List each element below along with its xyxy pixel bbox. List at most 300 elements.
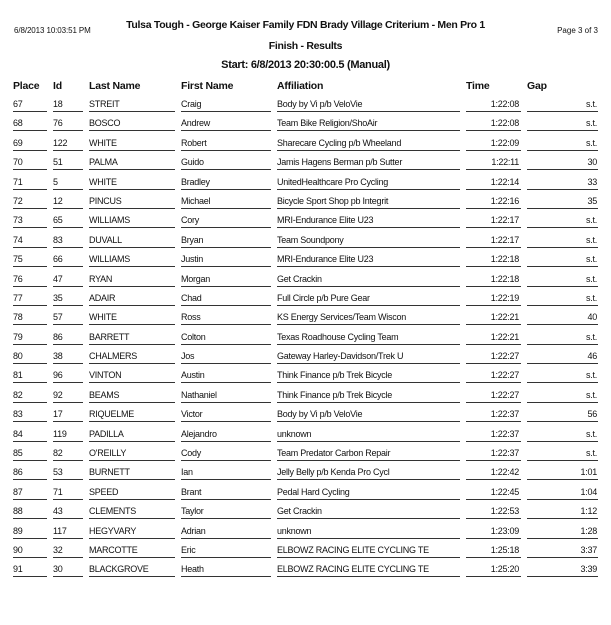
table-row: [0, 367, 611, 386]
cell-id: 35: [53, 292, 63, 303]
table-row: [0, 193, 611, 212]
cell-first: Guido: [181, 157, 204, 168]
row-underline: [466, 441, 521, 442]
cell-gap: 35: [587, 195, 597, 206]
row-underline: [89, 169, 175, 170]
row-underline: [89, 324, 175, 325]
row-underline: [277, 363, 460, 364]
cell-affiliation: Get Crackin: [277, 506, 322, 517]
row-underline: [466, 111, 521, 112]
cell-place: 67: [13, 99, 23, 109]
cell-gap: s.t.: [585, 370, 597, 381]
row-underline: [466, 557, 521, 558]
row-underline: [277, 576, 460, 577]
table-row: [0, 174, 611, 193]
row-underline: [181, 382, 271, 383]
cell-time: 1:22:18: [490, 273, 519, 284]
row-underline: [89, 305, 175, 306]
row-underline: [181, 344, 271, 345]
row-underline: [527, 557, 598, 558]
cell-place: 73: [13, 215, 23, 226]
row-underline: [527, 266, 598, 267]
cell-id: 38: [53, 351, 63, 362]
row-underline: [181, 169, 271, 170]
row-underline: [527, 538, 598, 539]
row-underline: [89, 479, 175, 480]
cell-gap: s.t.: [585, 292, 597, 303]
cell-id: 92: [53, 389, 63, 400]
cell-place: 82: [13, 389, 23, 400]
row-underline: [527, 479, 598, 480]
row-underline: [527, 382, 598, 383]
cell-affiliation: Sharecare Cycling p/b Wheeland: [277, 137, 402, 148]
row-underline: [277, 344, 460, 345]
cell-affiliation: Team Predator Carbon Repair: [277, 448, 391, 459]
cell-gap: s.t.: [585, 389, 597, 400]
row-underline: [13, 499, 47, 500]
cell-last: PADILLA: [89, 428, 124, 439]
cell-affiliation: UnitedHealthcare Pro Cycling: [277, 176, 389, 187]
cell-first: Brant: [181, 486, 202, 497]
cell-first: Morgan: [181, 273, 211, 284]
cell-time: 1:25:20: [490, 564, 519, 575]
row-underline: [277, 421, 460, 422]
row-underline: [277, 479, 460, 480]
row-underline: [181, 576, 271, 577]
cell-first: Bryan: [181, 234, 204, 245]
cell-affiliation: MRI-Endurance Elite U23: [277, 254, 374, 265]
start-time: Start: 6/8/2013 20:30:00.5 (Manual): [221, 59, 390, 71]
col-header-last-name: Last Name: [89, 80, 141, 92]
row-underline: [527, 576, 598, 577]
cell-first: Taylor: [181, 506, 204, 517]
cell-last: BOSCO: [89, 118, 121, 129]
table-row: [0, 290, 611, 309]
row-underline: [89, 227, 175, 228]
cell-affiliation: Full Circle p/b Pure Gear: [277, 292, 370, 303]
row-underline: [53, 344, 83, 345]
cell-time: 1:22:37: [490, 409, 519, 420]
row-underline: [53, 479, 83, 480]
row-underline: [181, 402, 271, 403]
table-row: [0, 271, 611, 290]
cell-time: 1:22:11: [491, 157, 519, 168]
cell-gap: 46: [587, 351, 597, 362]
cell-place: 86: [13, 467, 23, 478]
cell-affiliation: Think Finance p/b Trek Bicycle: [277, 370, 393, 381]
table-row: [0, 484, 611, 503]
cell-id: 17: [53, 409, 63, 420]
row-underline: [53, 499, 83, 500]
results-table: [0, 96, 611, 581]
row-underline: [13, 576, 47, 577]
cell-time: 1:22:27: [490, 370, 519, 381]
cell-affiliation: Jamis Hagens Berman p/b Sutter: [277, 157, 403, 168]
cell-last: PALMA: [89, 157, 118, 168]
row-underline: [89, 421, 175, 422]
cell-gap: s.t.: [585, 118, 597, 129]
row-underline: [277, 441, 460, 442]
row-underline: [53, 324, 83, 325]
table-row: [0, 406, 611, 425]
print-timestamp: 6/8/2013 10:03:51 PM: [14, 26, 91, 35]
cell-last: VINTON: [89, 370, 122, 381]
row-underline: [181, 538, 271, 539]
page-number: Page 3 of 3: [557, 26, 598, 35]
cell-time: 1:22:14: [490, 176, 519, 187]
cell-id: 43: [53, 506, 63, 517]
row-underline: [13, 421, 47, 422]
cell-last: CLEMENTS: [89, 506, 137, 517]
row-underline: [89, 382, 175, 383]
row-underline: [181, 227, 271, 228]
cell-last: BURNETT: [89, 467, 130, 478]
cell-affiliation: Team Soundpony: [277, 234, 344, 245]
cell-first: Heath: [181, 564, 204, 575]
table-row: [0, 251, 611, 270]
cell-gap: s.t.: [585, 215, 597, 226]
row-underline: [466, 363, 521, 364]
row-underline: [13, 208, 47, 209]
row-underline: [277, 111, 460, 112]
table-row: [0, 523, 611, 542]
cell-last: CHALMERS: [89, 351, 138, 362]
cell-affiliation: MRI-Endurance Elite U23: [277, 215, 374, 226]
row-underline: [181, 324, 271, 325]
row-underline: [53, 266, 83, 267]
row-underline: [466, 150, 521, 151]
cell-id: 12: [53, 195, 63, 206]
cell-place: 81: [13, 370, 23, 381]
cell-time: 1:22:18: [490, 254, 519, 265]
row-underline: [466, 169, 521, 170]
row-underline: [466, 266, 521, 267]
cell-time: 1:22:53: [490, 506, 519, 517]
cell-place: 79: [13, 331, 23, 342]
row-underline: [466, 518, 521, 519]
cell-last: BARRETT: [89, 331, 130, 342]
cell-gap: s.t.: [585, 254, 597, 265]
row-underline: [53, 169, 83, 170]
row-underline: [89, 557, 175, 558]
cell-place: 80: [13, 351, 23, 362]
row-underline: [277, 518, 460, 519]
row-underline: [277, 499, 460, 500]
col-header-affiliation: Affiliation: [277, 80, 324, 92]
row-underline: [277, 169, 460, 170]
cell-gap: s.t.: [585, 137, 597, 148]
row-underline: [181, 363, 271, 364]
row-underline: [89, 441, 175, 442]
row-underline: [466, 538, 521, 539]
cell-place: 76: [13, 273, 23, 284]
cell-gap: 1:28: [580, 525, 597, 536]
row-underline: [277, 382, 460, 383]
cell-first: Victor: [181, 409, 203, 420]
cell-place: 90: [13, 544, 23, 555]
cell-last: SPEED: [89, 486, 119, 497]
cell-first: Eric: [181, 544, 196, 555]
cell-place: 72: [13, 195, 23, 206]
cell-first: Ian: [181, 467, 193, 478]
cell-place: 85: [13, 448, 23, 459]
row-underline: [89, 150, 175, 151]
cell-time: 1:22:27: [490, 351, 519, 362]
row-underline: [89, 286, 175, 287]
row-underline: [277, 460, 460, 461]
row-underline: [53, 247, 83, 248]
row-underline: [89, 266, 175, 267]
cell-gap: s.t.: [585, 331, 597, 342]
row-underline: [527, 286, 598, 287]
cell-gap: s.t.: [585, 448, 597, 459]
row-underline: [89, 208, 175, 209]
row-underline: [13, 538, 47, 539]
row-underline: [89, 344, 175, 345]
cell-place: 87: [13, 486, 23, 497]
row-underline: [53, 305, 83, 306]
col-header-id: Id: [53, 80, 62, 92]
cell-place: 68: [13, 118, 23, 129]
row-underline: [89, 363, 175, 364]
cell-first: Andrew: [181, 118, 211, 129]
cell-affiliation: Get Crackin: [277, 273, 322, 284]
cell-affiliation: Bicycle Sport Shop pb Integrit: [277, 195, 389, 206]
cell-gap: 30: [587, 157, 597, 168]
col-header-first-name: First Name: [181, 80, 234, 92]
row-underline: [13, 324, 47, 325]
row-underline: [89, 518, 175, 519]
row-underline: [89, 538, 175, 539]
row-underline: [181, 441, 271, 442]
row-underline: [181, 305, 271, 306]
row-underline: [277, 130, 460, 131]
row-underline: [277, 286, 460, 287]
cell-time: 1:22:08: [490, 99, 519, 109]
row-underline: [13, 247, 47, 248]
row-underline: [13, 111, 47, 112]
row-underline: [53, 557, 83, 558]
row-underline: [13, 557, 47, 558]
row-underline: [13, 189, 47, 190]
cell-time: 1:22:42: [490, 467, 519, 478]
row-underline: [13, 286, 47, 287]
row-underline: [13, 382, 47, 383]
cell-time: 1:25:18: [490, 544, 519, 555]
cell-place: 75: [13, 254, 23, 265]
row-underline: [277, 266, 460, 267]
cell-place: 74: [13, 234, 23, 245]
row-underline: [13, 460, 47, 461]
cell-last: WHITE: [89, 137, 117, 148]
row-underline: [89, 402, 175, 403]
cell-first: Chad: [181, 292, 202, 303]
cell-id: 47: [53, 273, 63, 284]
row-underline: [277, 227, 460, 228]
row-underline: [466, 499, 521, 500]
row-underline: [466, 324, 521, 325]
cell-id: 30: [53, 564, 63, 575]
row-underline: [527, 189, 598, 190]
cell-last: WHITE: [89, 176, 117, 187]
table-row: [0, 426, 611, 445]
row-underline: [53, 538, 83, 539]
row-underline: [466, 286, 521, 287]
row-underline: [53, 518, 83, 519]
cell-place: 91: [13, 564, 23, 575]
row-underline: [466, 576, 521, 577]
cell-first: Justin: [181, 254, 204, 265]
row-underline: [527, 247, 598, 248]
cell-first: Cory: [181, 215, 200, 226]
row-underline: [181, 518, 271, 519]
table-row: [0, 561, 611, 580]
cell-id: 66: [53, 254, 63, 265]
row-underline: [277, 305, 460, 306]
cell-last: O'REILLY: [89, 448, 127, 459]
cell-gap: s.t.: [585, 99, 597, 109]
row-underline: [466, 344, 521, 345]
row-underline: [466, 421, 521, 422]
cell-gap: s.t.: [585, 428, 597, 439]
row-underline: [13, 305, 47, 306]
cell-last: WHITE: [89, 312, 117, 323]
cell-last: MARCOTTE: [89, 544, 138, 555]
row-underline: [53, 402, 83, 403]
table-row: [0, 115, 611, 134]
table-row: [0, 309, 611, 328]
cell-place: 71: [13, 176, 23, 187]
row-underline: [277, 189, 460, 190]
table-row: [0, 464, 611, 483]
cell-affiliation: unknown: [277, 428, 312, 439]
cell-id: 96: [53, 370, 63, 381]
cell-affiliation: Pedal Hard Cycling: [277, 486, 350, 497]
row-underline: [53, 208, 83, 209]
cell-first: Michael: [181, 195, 211, 206]
row-underline: [89, 576, 175, 577]
row-underline: [277, 208, 460, 209]
row-underline: [181, 557, 271, 558]
row-underline: [466, 402, 521, 403]
row-underline: [466, 227, 521, 228]
cell-last: WILLIAMS: [89, 215, 131, 226]
row-underline: [277, 324, 460, 325]
row-underline: [13, 363, 47, 364]
cell-first: Robert: [181, 137, 207, 148]
cell-affiliation: unknown: [277, 525, 312, 536]
cell-time: 1:22:19: [490, 292, 519, 303]
cell-time: 1:22:21: [490, 331, 519, 342]
cell-time: 1:22:17: [490, 215, 519, 226]
row-underline: [277, 402, 460, 403]
cell-first: Cody: [181, 448, 202, 459]
cell-last: BLACKGROVE: [89, 564, 149, 575]
row-underline: [13, 402, 47, 403]
cell-id: 83: [53, 234, 63, 245]
report-subtitle: Finish - Results: [268, 40, 343, 52]
cell-place: 69: [13, 137, 23, 148]
row-underline: [527, 460, 598, 461]
row-underline: [527, 402, 598, 403]
row-underline: [527, 208, 598, 209]
cell-last: PINCUS: [89, 195, 122, 206]
row-underline: [181, 189, 271, 190]
cell-last: DUVALL: [89, 234, 122, 245]
row-underline: [527, 518, 598, 519]
row-underline: [13, 479, 47, 480]
cell-gap: 33: [587, 176, 597, 187]
cell-place: 70: [13, 157, 23, 168]
row-underline: [53, 227, 83, 228]
row-underline: [527, 305, 598, 306]
row-underline: [527, 441, 598, 442]
row-underline: [277, 557, 460, 558]
row-underline: [13, 169, 47, 170]
col-header-time: Time: [466, 80, 490, 92]
row-underline: [53, 130, 83, 131]
row-underline: [466, 130, 521, 131]
row-underline: [527, 111, 598, 112]
row-underline: [277, 538, 460, 539]
cell-id: 122: [53, 137, 68, 148]
cell-time: 1:22:45: [490, 486, 519, 497]
row-underline: [527, 363, 598, 364]
row-underline: [527, 130, 598, 131]
cell-time: 1:22:09: [490, 137, 519, 148]
cell-id: 117: [53, 525, 67, 536]
cell-id: 53: [53, 467, 63, 478]
cell-first: Craig: [181, 99, 202, 109]
cell-first: Nathaniel: [181, 389, 217, 400]
table-row: [0, 329, 611, 348]
cell-first: Colton: [181, 331, 206, 342]
row-underline: [53, 460, 83, 461]
row-underline: [466, 305, 521, 306]
row-underline: [466, 189, 521, 190]
cell-last: HEGYVARY: [89, 525, 137, 536]
cell-first: Ross: [181, 312, 201, 323]
row-underline: [53, 150, 83, 151]
row-underline: [527, 227, 598, 228]
cell-affiliation: Gateway Harley-Davidson/Trek U: [277, 351, 404, 362]
cell-last: ADAIR: [89, 292, 116, 303]
cell-id: 18: [53, 99, 63, 109]
cell-place: 88: [13, 506, 23, 517]
cell-last: WILLIAMS: [89, 254, 131, 265]
cell-time: 1:22:16: [490, 195, 519, 206]
cell-id: 71: [53, 486, 63, 497]
cell-last: STREIT: [89, 99, 120, 109]
row-underline: [181, 150, 271, 151]
cell-time: 1:22:08: [490, 118, 519, 129]
row-underline: [277, 150, 460, 151]
report-title: Tulsa Tough - George Kaiser Family FDN Brady Village Criterium - Men Pro 1: [126, 19, 485, 31]
row-underline: [13, 266, 47, 267]
column-header-row: [0, 80, 611, 94]
cell-time: 1:22:27: [490, 389, 519, 400]
row-underline: [181, 479, 271, 480]
row-underline: [181, 208, 271, 209]
cell-place: 89: [13, 525, 23, 536]
row-underline: [181, 286, 271, 287]
cell-affiliation: Think Finance p/b Trek Bicycle: [277, 389, 393, 400]
row-underline: [53, 382, 83, 383]
row-underline: [53, 441, 83, 442]
row-underline: [527, 499, 598, 500]
cell-first: Jos: [181, 351, 195, 362]
cell-id: 82: [53, 448, 63, 459]
